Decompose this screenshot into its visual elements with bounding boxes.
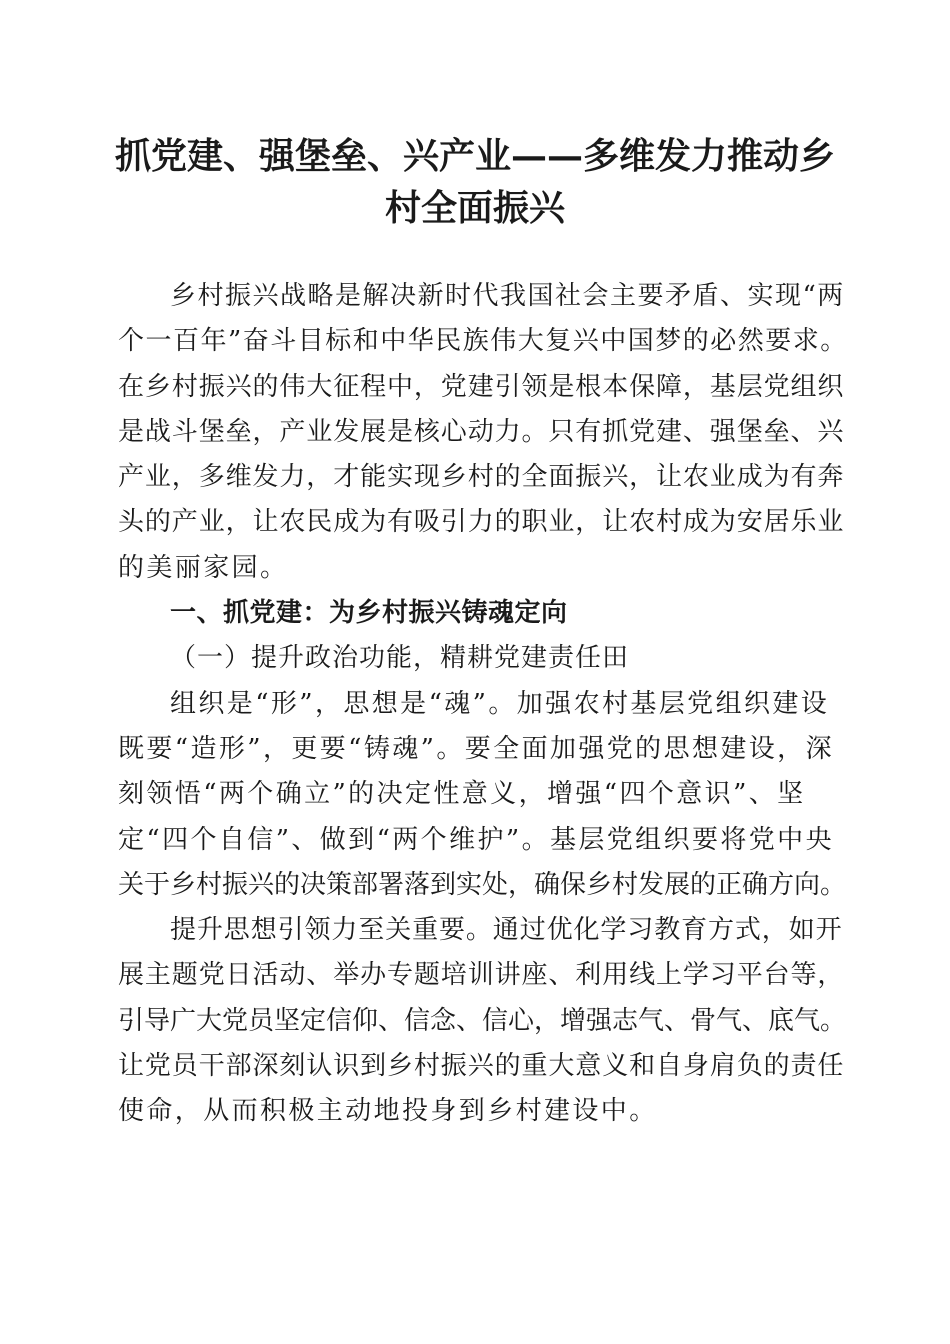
intro-line: 产业，多维发力，才能实现乡村的全面振兴，让农业成为有奔 xyxy=(118,462,845,493)
paragraph-line: 使命，从而积极主动地投身到乡村建设中。 xyxy=(118,1096,658,1127)
paragraph-line: 引导广大党员坚定信仰、信念、信心，增强志气、骨气、底气。 xyxy=(118,1005,847,1036)
intro-line: 头的产业，让农民成为有吸引力的职业，让农村成为安居乐业 xyxy=(118,507,845,538)
document-title xyxy=(100,130,850,234)
title-line: 村全面振兴 xyxy=(384,187,565,229)
intro-line: 在乡村振兴的伟大征程中，党建引领是根本保障，基层党组织 xyxy=(118,371,845,402)
paragraph-line: 既要“造形”，更要“铸魂”。要全面加强党的思想建设，深 xyxy=(118,733,834,764)
title-line: 抓党建、强堡垒、兴产业——多维发力推动乡 xyxy=(114,135,835,177)
paragraph-line: 让党员干部深刻认识到乡村振兴的重大意义和自身肩负的责任 xyxy=(118,1051,845,1082)
subsection-heading: （一）提升政治功能，精耕党建责任田 xyxy=(170,643,630,674)
intro-line: 个一百年”奋斗目标和中华民族伟大复兴中国梦的必然要求。 xyxy=(118,326,848,357)
document-body xyxy=(118,274,848,1135)
paragraph-line: 组织是“形”，思想是“魂”。加强农村基层党组织建设 xyxy=(170,688,830,719)
paragraph-line: 提升思想引领力至关重要。通过优化学习教育方式，如开 xyxy=(170,915,843,946)
paragraph-line: 定“四个自信”、做到“两个维护”。基层党组织要将党中央 xyxy=(118,824,834,855)
section-heading: 一、抓党建：为乡村振兴铸魂定向 xyxy=(170,598,568,629)
intro-line: 是战斗堡垒，产业发展是核心动力。只有抓党建、强堡垒、兴 xyxy=(118,416,845,447)
paragraph-line: 刻领悟“两个确立”的决定性意义，增强“四个意识”、坚 xyxy=(118,779,806,810)
intro-line: 的美丽家园。 xyxy=(118,552,289,583)
intro-line: 乡村振兴战略是解决新时代我国社会主要矛盾、实现“两 xyxy=(170,281,845,311)
paragraph-line: 关于乡村振兴的决策部署落到实处，确保乡村发展的正确方向。 xyxy=(118,869,847,900)
paragraph-line: 展主题党日活动、举办专题培训讲座、利用线上学习平台等， xyxy=(118,960,845,991)
